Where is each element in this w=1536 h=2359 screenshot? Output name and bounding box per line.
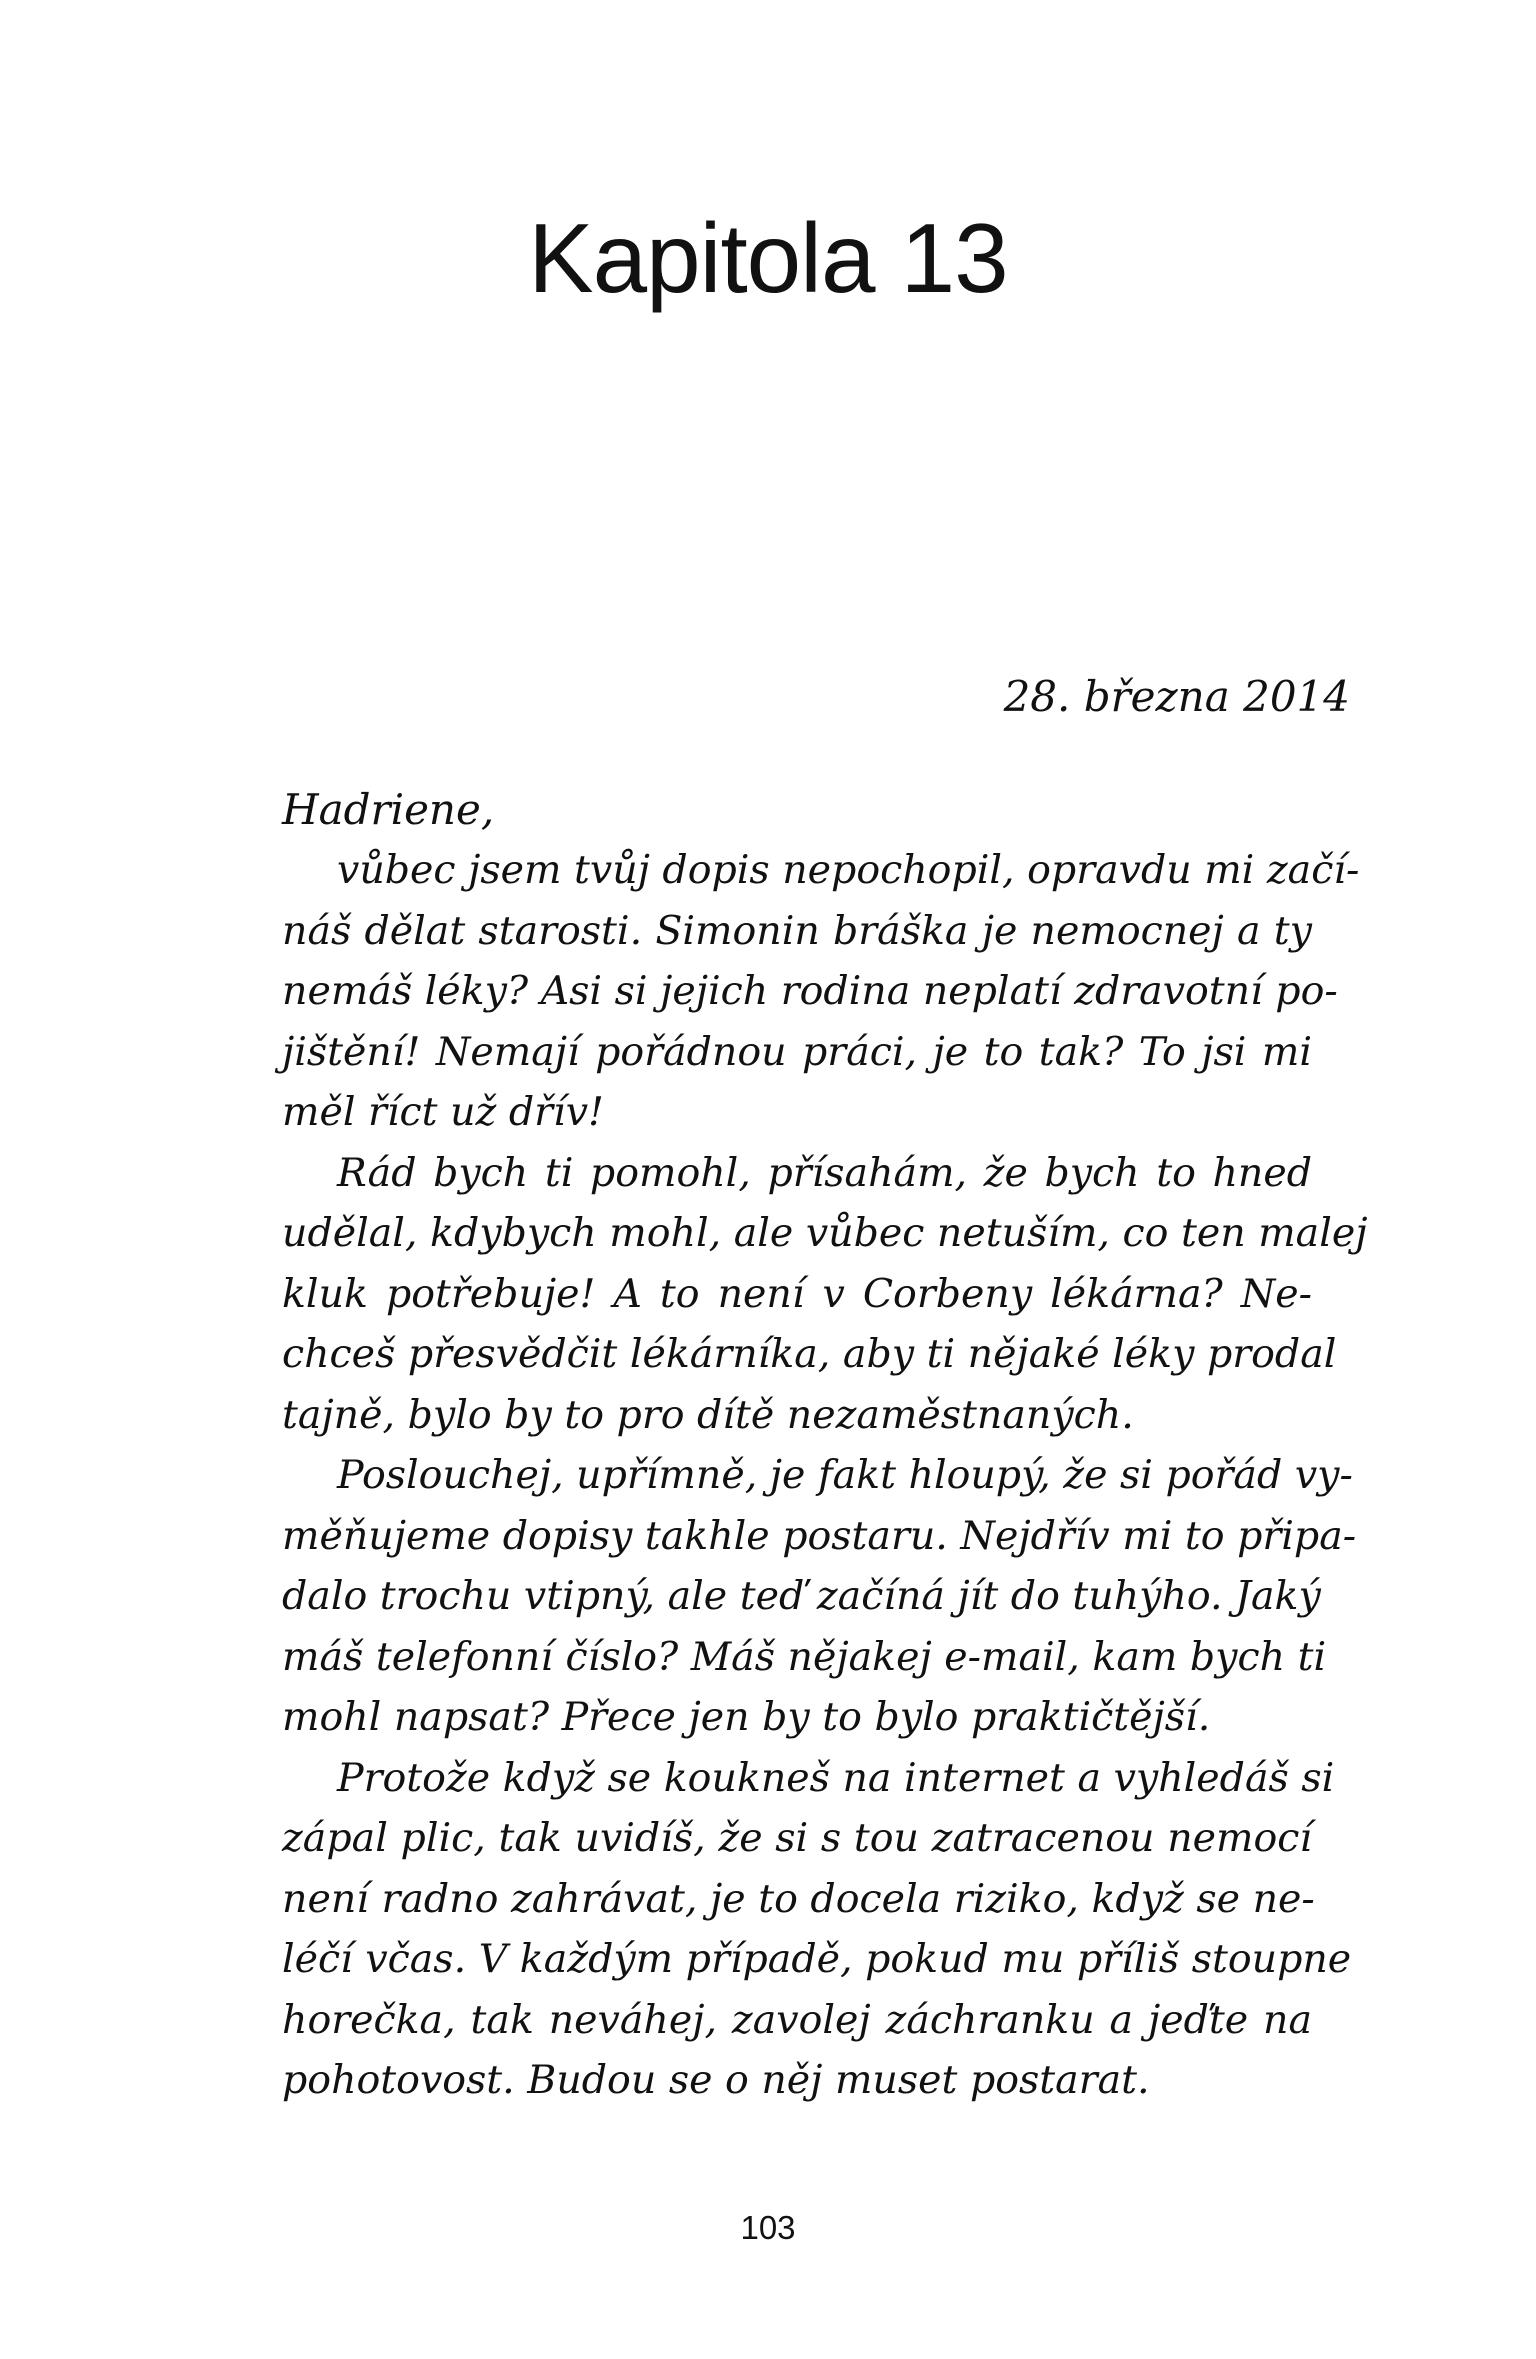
letter-line: Rád bych ti pomohl, přísahám, že bych to hned — [337, 1149, 1312, 1196]
letter-line: chceš přesvědčit lékárníka, aby ti nějaké léky prodal — [282, 1331, 1337, 1377]
letter-line: náš dělat starosti. Simonin bráška je nemocnej a ty — [282, 907, 1312, 954]
letter-line: zápal plic, tak uvidíš, že si s tou zatracenou nemocí — [282, 1815, 1312, 1861]
letter-line: dalo trochu vtipný, ale teď začíná jít do tuhýho. Jaký — [282, 1573, 1321, 1619]
letter-paragraph — [282, 1445, 1357, 1748]
letter-line: pohotovost. Budou se o něj muset postarat. — [282, 2057, 1150, 2103]
letter-line: tajně, bylo by to pro dítě nezaměstnaných. — [282, 1391, 1134, 1438]
letter-line: měl říct už dřív! — [282, 1089, 604, 1135]
letter-line: jištění! Nemají pořádnou práci, je to tak? To jsi mi — [282, 1028, 1312, 1075]
letter-line: vůbec jsem tvůj dopis nepochopil, opravdu mi začí- — [337, 847, 1360, 893]
letter-paragraph — [282, 1748, 1352, 2111]
letter-paragraph — [282, 1143, 1368, 1446]
letter-line: léčí včas. V každým případě, pokud mu příliš stoupne — [282, 1936, 1352, 1982]
letter-line: kluk potřebuje! A to není v Corbeny lékárna? Ne- — [282, 1270, 1312, 1317]
letter-line: nemáš léky? Asi si jejich rodina neplatí zdravotní po- — [282, 968, 1338, 1014]
letter-paragraph — [282, 840, 1360, 1143]
letter-line: není radno zahrávat, je to docela riziko, když se ne- — [282, 1875, 1315, 1922]
page-number: 103 — [740, 2209, 796, 2246]
chapter-title: Kapitola 13 — [528, 203, 1008, 313]
letter-line: horečka, tak neváhej, zavolej záchranku a jeďte na — [282, 1996, 1312, 2043]
letter-date: 28. března 2014 — [1003, 672, 1350, 721]
letter-line: Poslouchej, upřímně, je fakt hloupý, že si pořád vy- — [337, 1452, 1353, 1498]
letter-line: mohl napsat? Přece jen by to bylo praktičtější. — [282, 1694, 1211, 1740]
letter-line: máš telefonní číslo? Máš nějakej e-mail, kam bych ti — [282, 1633, 1327, 1680]
letter-line: měňujeme dopisy takhle postaru. Nejdřív mi to připa- — [282, 1512, 1357, 1559]
handwritten-letter — [282, 780, 1368, 2111]
letter-line: Protože když se koukneš na internet a vyhledáš si — [337, 1754, 1335, 1801]
letter-line: udělal, kdybych mohl, ale vůbec netuším, co ten malej — [282, 1210, 1368, 1256]
letter-salutation: Hadriene, — [282, 785, 495, 834]
